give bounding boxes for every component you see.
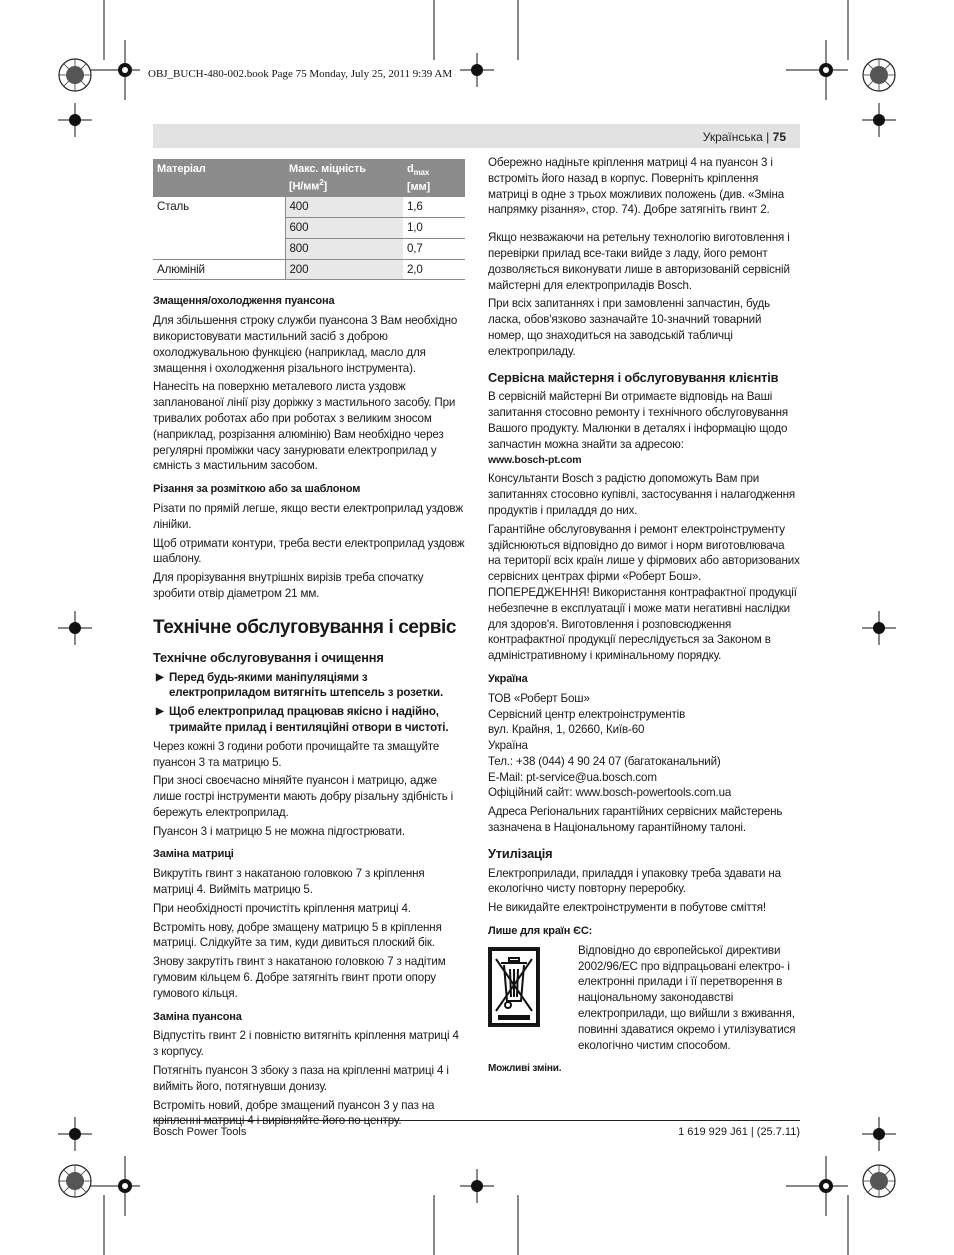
weee-bin-icon	[488, 947, 540, 1027]
left-column	[153, 159, 465, 1132]
table-cell: 800	[285, 238, 403, 259]
address-line: вул. Крайня, 1, 02660, Київ-60	[488, 723, 645, 737]
paragraph: Потягніть пуансон 3 збоку з паза на кріпленні матриці 4 і вийміть його, потягнувши донизу.	[153, 1064, 449, 1093]
eu-heading: Лише для країн ЄС:	[488, 925, 593, 938]
page-number: 75	[772, 130, 786, 144]
table-cell	[153, 238, 285, 259]
paragraph: Знову закрутіть гвинт з накатаною головкою 7 з надітим гумовим кільцем 6. Добре затягніть гвинт проти опору гумового кільця.	[153, 955, 446, 1000]
eu-text: Відповідно до європейської директиви 2002/96/EC про відпрацьовані електро- і електронні прилади і її перетворення в національному законодавстві електроприлади, що вийшли з вживання, повинні здаватися окремо і утилізуватися екологічно чистим способом.	[578, 943, 796, 1052]
paragraph: Обережно надіньте кріплення матриці 4 на пуансон 3 і встроміть його назад в корпус. Поверніть кріплення матриці в одне з трьох можливих положень (див. «Зміна напрямку різання», стор. 74). Добре затягніть гвинт 2.	[488, 156, 785, 217]
address-line: E-Mail: pt-service@ua.bosch.com	[488, 770, 657, 784]
paragraph: Нанесіть на поверхню металевого листа уздовж запланованої лінії різу доріжку з мастильного засобу. При тривалих роботах або при роботах з великим зносом (наприклад, розрізання алюмінію) Вам необхідно через регулярні проміжки часу занурювати електроприлад у ємність з мастильним засобом.	[153, 380, 456, 473]
paragraph: Не викидайте електроінструменти в побутове сміття!	[488, 901, 766, 915]
template-heading: Різання за розміткою або за шаблоном	[153, 483, 361, 496]
punch-change-heading: Заміна пуансона	[153, 1010, 242, 1023]
address-line: Україна	[488, 739, 528, 753]
page-header: Українська | 75	[153, 124, 800, 148]
bullet-triangle-icon: ▶	[156, 671, 164, 683]
right-column	[488, 155, 800, 1077]
paragraph: Гарантійне обслуговування і ремонт електроінструменту здійснюються відповідно до вимог і норм виготовлювача на території всіх країн лише у фірмових або авторизованих сервісних центрах фірми «Роберт Бош». ПОПЕРЕДЖЕННЯ! Використання контрафактної продукції небезпечне в експлуатації і може мати негативні наслідки для здоров'я. Виготовлення і розповсюдження контрафактної продукції переслідується за Законом в адміністративному і кримінальному порядку.	[488, 522, 800, 663]
table-cell: 0,7	[403, 238, 465, 259]
changes-note: Можливі зміни.	[488, 1062, 562, 1074]
weee-block	[488, 943, 800, 1055]
paragraph: Для збільшення строку служби пуансона 3 Вам необхідно використовувати мастильний засіб з доброю охолоджувальною функцією (наприклад, масло для змащення і охолодження різального інструмента).	[153, 314, 458, 375]
footer-left: Bosch Power Tools	[153, 1126, 247, 1138]
table-cell: Алюміній	[153, 259, 285, 280]
table-cell: 2,0	[403, 259, 465, 280]
paragraph: При всіх запитаннях і при замовленні запчастин, будь ласка, обов'язково зазначайте 10-значний товарний номер, що знаходиться на заводській табличці електроприладу.	[488, 297, 771, 358]
bullet-item: ▶ Щоб електроприлад працював якісно і надійно, тримайте прилад і вентиляційні отвори в чистоті.	[156, 705, 449, 734]
table-cell: 200	[285, 259, 403, 280]
table-cell: 1,0	[403, 217, 465, 238]
disposal-heading: Утилізація	[488, 845, 553, 861]
die-change-heading: Заміна матриці	[153, 848, 234, 861]
paragraph: Щоб отримати контури, треба вести електроприлад уздовж шаблону.	[153, 536, 465, 566]
th-strength: Макс. міцність $[Н/мм^2]$	[285, 159, 403, 197]
service-url[interactable]: www.bosch-pt.com	[488, 453, 582, 466]
address-line: Тел.: +38 (044) 4 90 24 07 (багатоканальний)	[488, 754, 721, 768]
table-cell: Сталь	[157, 200, 190, 214]
address-line: Сервісний центр електроінструментів	[488, 707, 686, 721]
th-dmax: $d_{max}$ [мм]	[403, 159, 465, 197]
bullet-item: ▶ Перед будь-якими маніпуляціями з електроприладом витягніть штепсель з розетки.	[156, 670, 444, 700]
table-cell: 600	[285, 217, 403, 238]
paragraph: Пуансон 3 і матрицю 5 не можна підгострювати.	[153, 824, 405, 838]
paragraph: Адреса Регіональних гарантійних сервісних майстерень зазначена в Національному гарантійному талоні.	[488, 805, 783, 835]
paragraph: При зносі своєчасно міняйте пуансон і матрицю, адже лише гострі інструменти мають добру різальну здібність і бережуть електроприлад.	[153, 774, 454, 819]
paragraph: Електроприлади, приладдя і упаковку треба здавати на екологічно чисту повторну переробку.	[488, 866, 781, 896]
paragraph: Встроміть нову, добре змащену матрицю 5 в кріплення матриці. Слідкуйте за тим, куди дивиться плоский бік.	[153, 920, 442, 950]
paragraph: Для прорізування внутрішніх вирізів треба спочатку зробити отвір діаметром 21 мм.	[153, 571, 424, 600]
paragraph: При необхідності прочистіть кріплення матриці 4.	[153, 901, 411, 915]
bullet-triangle-icon: ▶	[156, 706, 164, 718]
footer-rule	[153, 1120, 800, 1121]
spec-table	[153, 159, 465, 280]
table-cell: 400	[285, 197, 403, 217]
paragraph: Встроміть новий, добре змащений пуансон 3 у паз на	[153, 1098, 435, 1112]
paragraph: Якщо незважаючи на ретельну технологію виготовлення і перевірки прилад все-таки вийде з ладу, його ремонт дозволяється виконувати лише в авторизованій сервісній майстерні для електроприладів Bosch.	[488, 231, 790, 292]
print-slug: OBJ_BUCH-480-002.book Page 75 Monday, July 25, 2011 9:39 AM	[148, 68, 453, 80]
paragraph: Через кожні 3 години роботи прочищайте та змащуйте пуансон 3 та матрицю 5.	[153, 739, 440, 769]
service-heading: Сервісна майстерня і обслуговування клієнтів	[488, 369, 779, 385]
header-language: Українська	[702, 130, 763, 144]
country-heading: Україна	[488, 672, 528, 685]
table-cell	[153, 217, 285, 238]
section-title: Технічне обслуговування і сервіс	[153, 616, 457, 638]
paragraph: Різати по прямій легше, якщо вести електроприлад уздовж лінійки.	[153, 501, 463, 531]
paragraph: Відпустіть гвинт 2 і повністю витягніть кріплення матриці 4 з корпусу.	[153, 1029, 459, 1059]
paragraph: В сервісній майстерні Ви отримаєте відповідь на Ваші запитання стосовно ремонту і технічного обслуговування Вашого продукту. Малюнки в деталях і інформацію щодо запчастин можна знайти за адресою:	[488, 390, 789, 451]
th-material: Матеріал	[153, 159, 285, 197]
paragraph: Консультанти Bosch з радістю допоможуть Вам при запитаннях стосовно купівлі, застосування і налагодження продуктів і приладдя до них.	[488, 472, 796, 517]
address-line: Офіційний сайт: www.bosch-powertools.com.ua	[488, 786, 732, 800]
footer-right: 1 619 929 J61 | (25.7.11)	[678, 1126, 800, 1138]
table-cell: 1,6	[403, 197, 465, 217]
address-line: ТОВ «Роберт Бош»	[488, 691, 590, 705]
maintenance-heading: Технічне обслуговування і очищення	[153, 649, 384, 665]
lubrication-heading: Змащення/охолодження пуансона	[153, 295, 335, 308]
paragraph: Викрутіть гвинт з накатаною головкою 7 з кріплення матриці 4. Вийміть матрицю 5.	[153, 867, 425, 897]
